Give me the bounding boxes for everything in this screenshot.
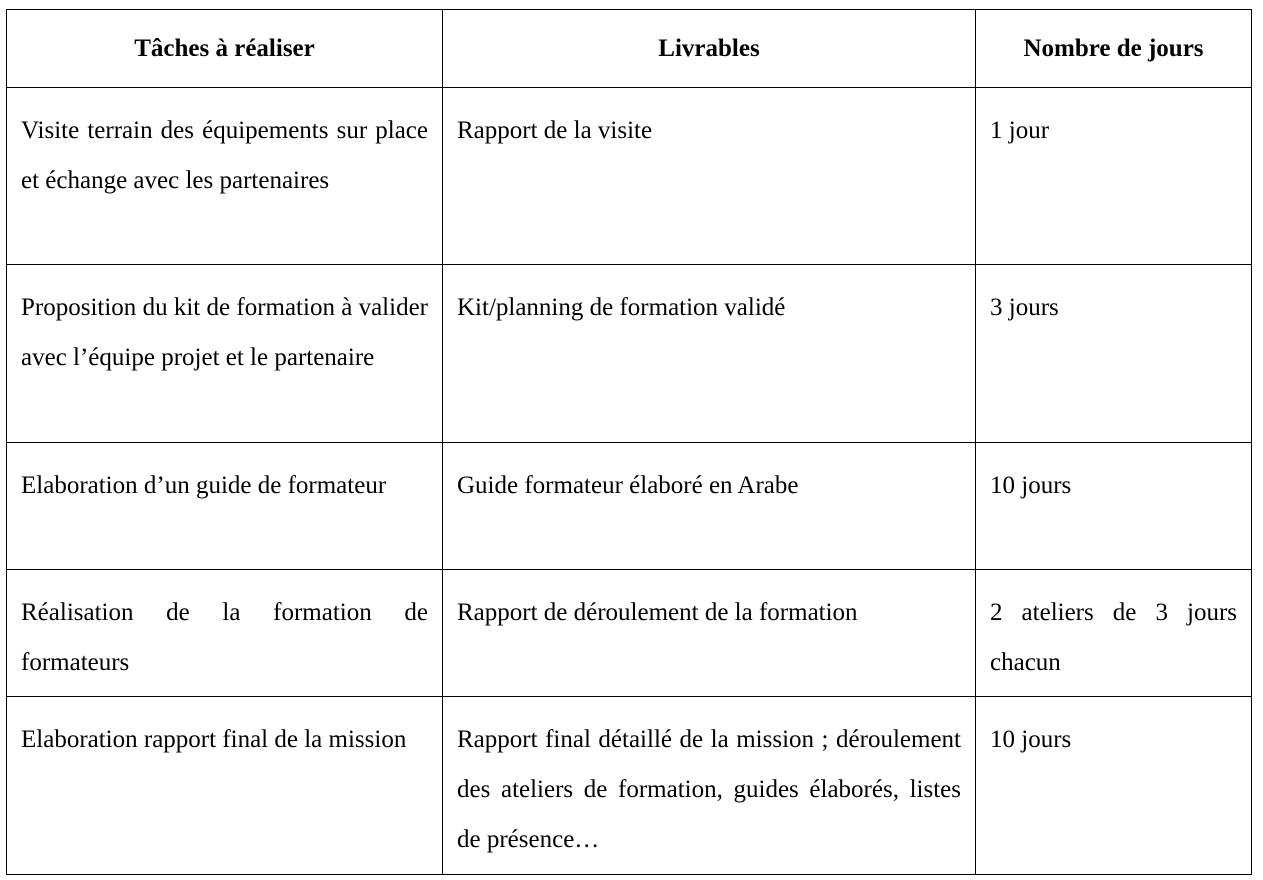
days-cell: 10 jours xyxy=(976,443,1252,570)
header-tasks: Tâches à réaliser xyxy=(7,10,443,88)
task-cell: Elaboration rapport final de la mission xyxy=(7,697,443,875)
table-row xyxy=(7,265,1252,443)
days-cell: 3 jours xyxy=(976,265,1252,443)
task-cell: Elaboration d’un guide de formateur xyxy=(7,443,443,570)
table-header-row xyxy=(7,10,1252,88)
table-row xyxy=(7,570,1252,697)
tasks-table xyxy=(6,9,1252,875)
deliverable-cell: Kit/planning de formation validé xyxy=(443,265,976,443)
deliverable-cell: Rapport final détaillé de la mission ; déroulement des ateliers de formation, guides élaborés, listes de présence… xyxy=(443,697,976,875)
days-cell: 1 jour xyxy=(976,88,1252,265)
deliverable-cell: Rapport de la visite xyxy=(443,88,976,265)
days-cell: 10 jours xyxy=(976,697,1252,875)
header-days: Nombre de jours xyxy=(976,10,1252,88)
task-cell: Proposition du kit de formation à valider avec l’équipe projet et le partenaire xyxy=(7,265,443,443)
days-cell: 2 ateliers de 3 jours chacun xyxy=(976,570,1252,697)
deliverable-cell: Guide formateur élaboré en Arabe xyxy=(443,443,976,570)
task-cell: Réalisation de la formation de formateurs xyxy=(7,570,443,697)
table-row xyxy=(7,88,1252,265)
task-cell: Visite terrain des équipements sur place et échange avec les partenaires xyxy=(7,88,443,265)
table-row xyxy=(7,697,1252,875)
deliverable-cell: Rapport de déroulement de la formation xyxy=(443,570,976,697)
header-deliverables: Livrables xyxy=(443,10,976,88)
table-row xyxy=(7,443,1252,570)
